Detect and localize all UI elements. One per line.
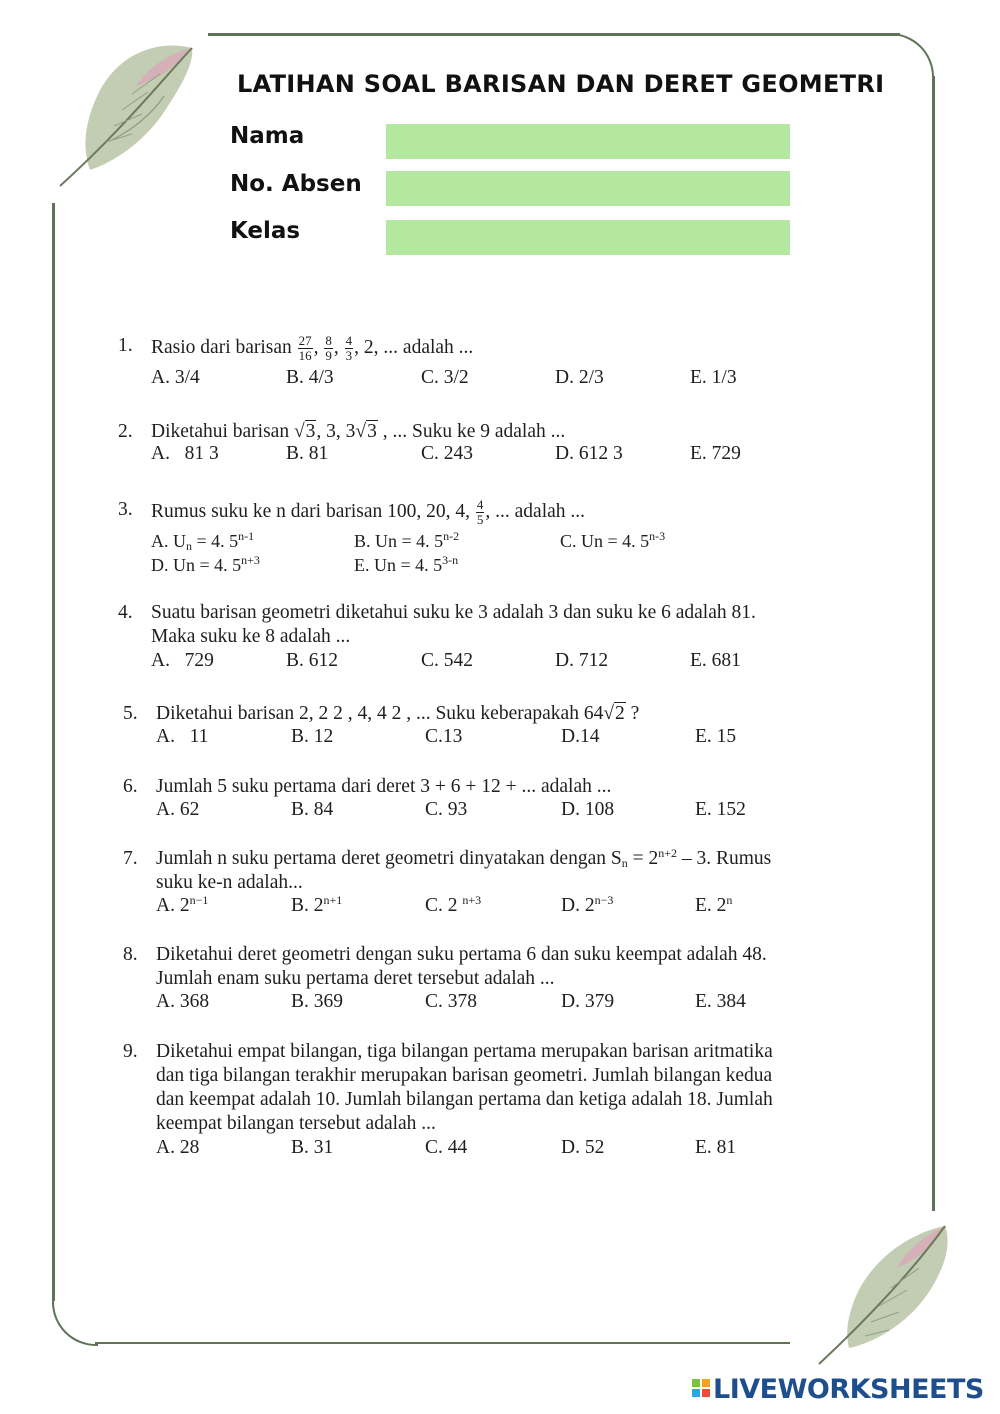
option-c: C. 3/2 <box>421 367 469 388</box>
option-c: C. 378 <box>425 991 478 1012</box>
option-d: D. 52 <box>561 1137 605 1158</box>
question-stem: Jumlah 5 suku pertama dari deret 3 + 6 + 12 + ... adalah ... <box>156 776 612 797</box>
option-e: E. 2$^n$ <box>695 893 733 916</box>
option-b: B. 84 <box>291 799 334 820</box>
option-b: B. 31 <box>291 1137 334 1158</box>
question-number: 6. <box>123 776 138 797</box>
question-number: 7. <box>123 848 138 869</box>
leaf-decoration-bottom-right <box>815 1218 965 1368</box>
option-d: D. 108 <box>561 799 615 820</box>
option-a: A. $2^{n-1}$ <box>156 893 209 916</box>
question-number: 2. <box>118 421 133 442</box>
frame-bottom-line <box>95 1342 790 1345</box>
option-a: A. $U_n = 4$. 5$^{n-1}$ <box>151 529 255 553</box>
option-d: D. 2/3 <box>555 367 604 388</box>
option-b: B. Un = 4. 5$^{n-2}$ <box>354 529 460 551</box>
option-b: B. $2^{n+1}$ <box>291 893 343 916</box>
option-d: D. 379 <box>561 991 615 1012</box>
fraction: $\frac{4}{3}$ <box>345 333 353 363</box>
square-root: √3 <box>293 421 316 442</box>
brand-text: LIVEWORKSHEETS <box>713 1374 984 1405</box>
absen-label: No. Absen <box>230 171 362 197</box>
worksheet-title: LATIHAN SOAL BARISAN DAN DERET GEOMETRI <box>237 70 885 98</box>
question-stem-line-2: suku ke-n adalah... <box>156 872 303 893</box>
option-d: D. 712 <box>555 650 609 671</box>
fraction: $\frac{27}{16}$ <box>298 333 312 363</box>
question-stem: Diketahui barisan √3, 3, 3√3 , ... Suku ke 9 adalah ... <box>151 421 566 442</box>
leaf-decoration-top-left <box>52 30 202 190</box>
frame-right-line <box>932 76 935 1211</box>
frame-top-line <box>208 33 900 36</box>
frame-top-right-corner <box>888 33 934 79</box>
question-number: 5. <box>123 703 138 724</box>
option-e: E. 1/3 <box>690 367 737 388</box>
option-a: A. 729 <box>151 650 214 671</box>
fraction: $\frac{4}{5}$ <box>476 497 484 527</box>
question-stem-line-1: Jumlah n suku pertama deret geometri dinyatakan dengan $S_n = 2^{n+2} - 3$. Rumus <box>156 846 772 870</box>
option-e: E. 81 <box>695 1137 737 1158</box>
liveworksheets-brand[interactable] <box>692 1374 984 1405</box>
option-e: E. 729 <box>690 443 741 464</box>
kelas-input[interactable] <box>386 220 790 255</box>
option-a: A. 11 <box>156 726 209 747</box>
option-d: D. 612 3 <box>555 443 623 464</box>
name-input[interactable] <box>386 124 790 159</box>
question-stem-line-3: dan keempat adalah 10. Jumlah bilangan pertama dan ketiga adalah 18. Jumlah <box>156 1089 773 1110</box>
question-stem-line-2: dan tiga bilangan terakhir merupakan barisan geometri. Jumlah bilangan kedua <box>156 1065 773 1086</box>
absen-input[interactable] <box>386 171 790 206</box>
option-a: A. 3/4 <box>151 367 200 388</box>
option-c: C. 2 $^{n+3}$ <box>425 893 482 916</box>
question-stem: Diketahui barisan 2, 2 2 , 4, 4 2 , ... Suku keberapakah 64√2 ? <box>156 703 640 724</box>
question-number: 1. <box>118 335 133 356</box>
option-c: C.13 <box>425 726 463 747</box>
option-a: A. 28 <box>156 1137 200 1158</box>
question-number: 3. <box>118 499 133 520</box>
option-c: C. Un = 4. 5$^{n-3}$ <box>560 529 666 551</box>
question-number: 9. <box>123 1041 138 1062</box>
option-b: B. 369 <box>291 991 344 1012</box>
question-stem-line-1: Suatu barisan geometri diketahui suku ke 3 adalah 3 dan suku ke 6 adalah 81. <box>151 602 756 623</box>
option-b: B. 4/3 <box>286 367 334 388</box>
option-a: A. 62 <box>156 799 200 820</box>
question-stem: Rumus suku ke n dari barisan 100, 20, 4, $\frac{4}{5}$ , ... adalah ... <box>151 497 586 527</box>
option-b: B. 612 <box>286 650 339 671</box>
fraction: $\frac{8}{9}$ <box>325 333 332 363</box>
frame-left-line <box>52 203 55 1301</box>
question-stem: Rasio dari barisan $\frac{27}{16}$ , $\frac{8}{9}$ , $\frac{4}{3}$ , 2, ... adalah ... <box>151 333 474 363</box>
option-d: D.14 <box>561 726 600 747</box>
liveworksheets-logo-icon <box>692 1379 710 1397</box>
question-stem-line-4: keempat bilangan tersebut adalah ... <box>156 1113 436 1134</box>
question-number: 4. <box>118 602 133 623</box>
option-d: D. Un = 4. $5^{n+3}$ <box>151 553 260 575</box>
option-a: A. 81 3 <box>151 443 219 464</box>
option-e: E. Un = 4. 5$^{3-n}$ <box>354 553 459 575</box>
option-b: B. 81 <box>286 443 329 464</box>
option-a: A. 368 <box>156 991 210 1012</box>
name-label: Nama <box>230 123 305 149</box>
question-stem-line-2: Jumlah enam suku pertama deret tersebut adalah ... <box>156 968 555 989</box>
option-e: E. 152 <box>695 799 746 820</box>
option-c: C. 542 <box>421 650 474 671</box>
option-e: E. 15 <box>695 726 737 747</box>
option-c: C. 44 <box>425 1137 468 1158</box>
option-c: C. 93 <box>425 799 468 820</box>
question-number: 8. <box>123 944 138 965</box>
question-stem-line-1: Diketahui empat bilangan, tiga bilangan pertama merupakan barisan aritmatika <box>156 1041 773 1062</box>
option-d: D. $2^{n-3}$ <box>561 893 614 916</box>
square-root: √2 <box>603 703 625 724</box>
square-root: √3 <box>355 421 377 442</box>
option-e: E. 681 <box>690 650 741 671</box>
option-b: B. 12 <box>291 726 334 747</box>
option-c: C. 243 <box>421 443 474 464</box>
question-stem-line-1: Diketahui deret geometri dengan suku pertama 6 dan suku keempat adalah 48. <box>156 944 767 965</box>
question-stem-line-2: Maka suku ke 8 adalah ... <box>151 626 351 647</box>
frame-bottom-left-corner <box>52 1300 98 1346</box>
kelas-label: Kelas <box>230 218 301 244</box>
option-e: E. 384 <box>695 991 746 1012</box>
